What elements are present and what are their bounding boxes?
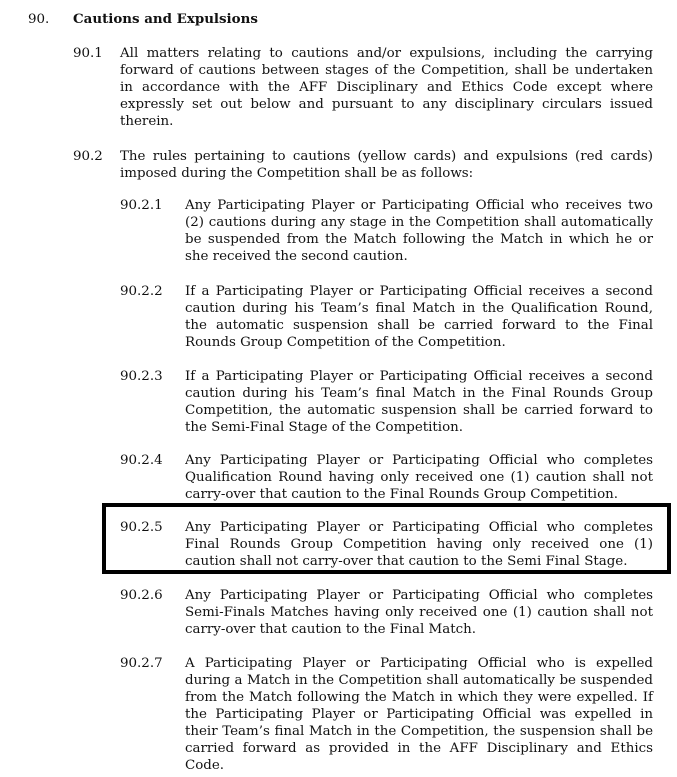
subclause-number: 90.2.2 bbox=[120, 284, 163, 299]
subclause-text: If a Participating Player or Participating Official receives a second caution during his Team’s final Match in the Final Rounds Group Competition, the automatic suspension shall be carried forward to the Semi-Final Stage of the Competition. bbox=[185, 369, 653, 435]
section-number: 90. bbox=[28, 12, 50, 27]
subclause-number: 90.2.1 bbox=[120, 198, 163, 213]
subclause-text: Any Participating Player or Participating Official who completes Qualification Round having only received one (1) caution shall not carry-over that caution to the Final Rounds Group Competition. bbox=[185, 453, 653, 502]
subclause-number: 90.2.6 bbox=[120, 588, 163, 603]
clause-text: All matters relating to cautions and/or expulsions, including the carrying forward of cautions between stages of the Competition, shall be undertaken in accordance with the AFF Disciplinary and Ethics Code except where expressly set out below and pursuant to any disciplinary circulars issued therein. bbox=[120, 46, 653, 129]
subclause-text: Any Participating Player or Participating Official who completes Semi-Finals Matches having only received one (1) caution shall not carry-over that caution to the Final Match. bbox=[185, 588, 653, 637]
subclause-text: Any Participating Player or Participating Official who completes Final Rounds Group Competition having only received one (1) caution shall not carry-over that caution to the Semi Final Stage. bbox=[185, 520, 653, 569]
section-title: Cautions and Expulsions bbox=[73, 11, 258, 27]
clause-number: 90.1 bbox=[73, 46, 103, 61]
subclause-text-clip bbox=[185, 452, 653, 503]
subclause-number: 90.2.7 bbox=[120, 656, 163, 671]
subclause-text: A Participating Player or Participating Official who is expelled during a Match in the Competition shall automatically be suspended from the Match following the Match in which they were expelled. If the Participating Player or Participating Official was expelled in their Team’s final Match in the Competition, the suspension shall be carried forward as provided in the AFF Disciplinary and Ethics Code. bbox=[185, 656, 653, 773]
subclause-number: 90.2.3 bbox=[120, 369, 163, 384]
subclause-number: 90.2.4 bbox=[120, 453, 163, 468]
subclause-text: If a Participating Player or Participating Official receives a second caution during his Team’s final Match in the Qualification Round, the automatic suspension shall be carried forward to the Final Rounds Group Competition of the Competition. bbox=[185, 284, 653, 350]
subclause-text: Any Participating Player or Participating Official who receives two (2) cautions during any stage in the Competition shall automatically be suspended from the Match following the Match in which he or she received the second caution. bbox=[185, 198, 653, 264]
subclause-number: 90.2.5 bbox=[120, 520, 163, 535]
clause-text: The rules pertaining to cautions (yellow cards) and expulsions (red cards) imposed during the Competition shall be as follows: bbox=[120, 149, 653, 181]
clause-number: 90.2 bbox=[73, 149, 103, 164]
